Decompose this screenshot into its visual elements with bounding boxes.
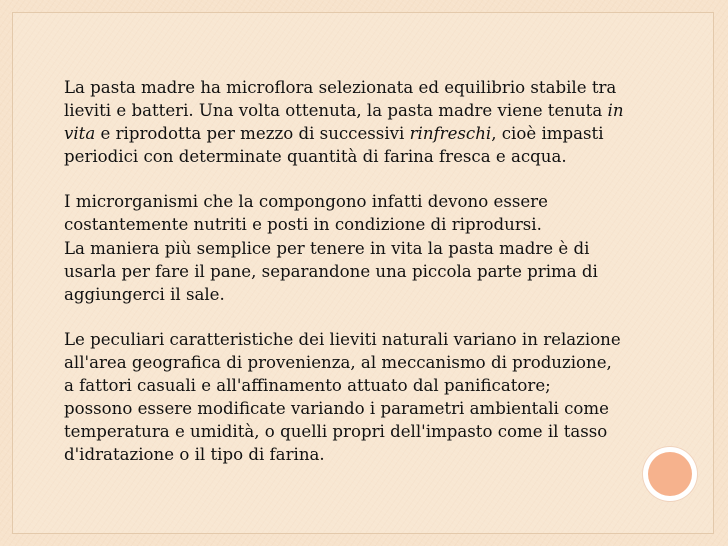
paragraph-microrganismi: I microrganismi che la compongono infatti devono essere costantemente nutriti e posti in condizione di riprodursi. — [64, 192, 548, 235]
paragraph-1-text-c: , cioè impasti periodici con determinate quantità di farina fresca e acqua. — [64, 124, 604, 167]
decorative-circle-ornament — [648, 452, 692, 496]
paragraph-1-text-a: La pasta madre ha microflora selezionata ed equilibrio stabile tra lieviti e batteri. Una volta ottenuta, la pasta madre viene tenuta — [64, 78, 617, 121]
paragraph-1-text-b: e riprodotta per mezzo di successivi — [95, 124, 410, 144]
emphasis-rinfreschi: rinfreschi — [409, 124, 492, 144]
paragraph-caratteristiche: Le peculiari caratteristiche dei lieviti naturali variano in relazione all'area geografica di provenienza, al meccanismo di produzione, a fattori casuali e all'affinamento attuato dal panificatore; possono essere modificate variando i parametri ambientali come temperatura e umidità, o quelli propri dell'impasto come il tasso d'idratazione o il tipo di farina. — [64, 329, 621, 465]
paragraph-maniera: La maniera più semplice per tenere in vita la pasta madre è di usarla per fare il pane, separandone una piccola parte prima di aggiungerci il sale. — [64, 238, 598, 304]
emphasis-in-vita: in vita — [64, 101, 624, 144]
slide-body — [64, 76, 624, 488]
paragraph-microflora — [64, 76, 624, 168]
